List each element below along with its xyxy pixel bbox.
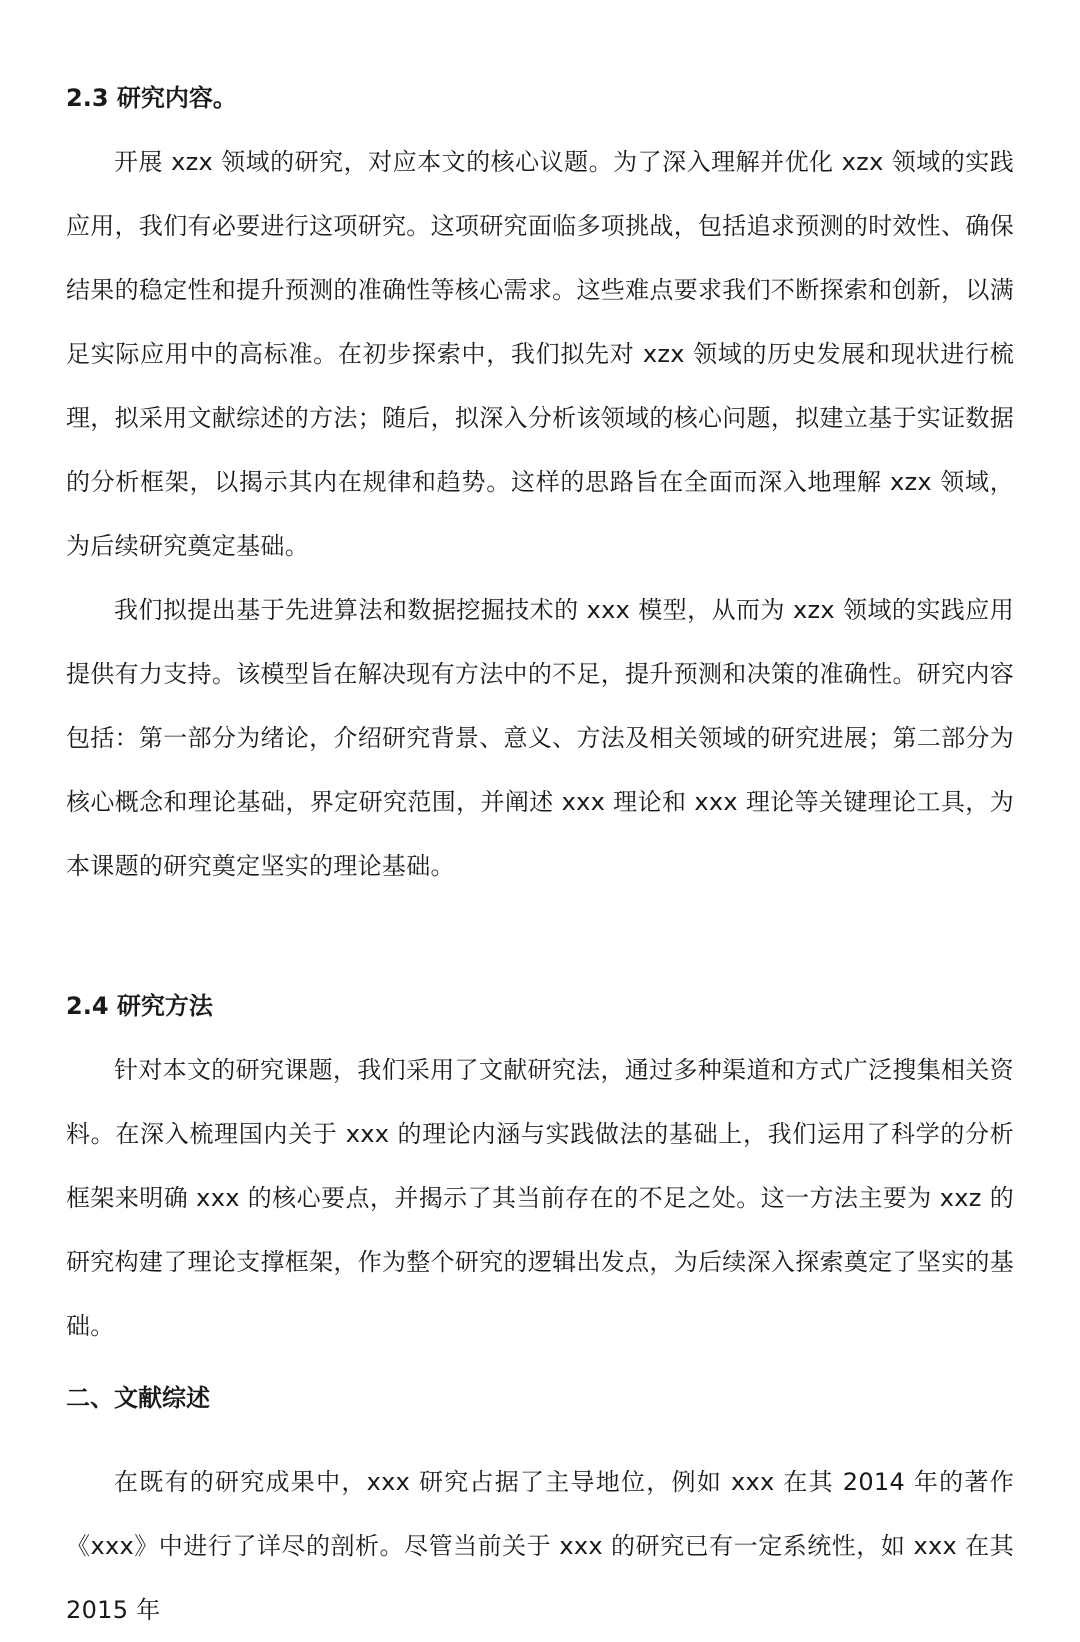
section-heading-2-4: 2.4 研究方法	[66, 992, 213, 1020]
paragraph-research-content-2: 我们拟提出基于先进算法和数据挖掘技术的 xxx 模型，从而为 xzx 领域的实践应用提供有力支持。该模型旨在解决现有方法中的不足，提升预测和决策的准确性。研究内容包括：第一部分为绪论，介绍研究背景、意义、方法及相关领域的研究进展；第二部分为核心概念和理论基础，界定研究范围，并阐述 xxx 理论和 xxx 理论等关键理论工具，为本课题的研究奠定坚实的理论基础。	[66, 596, 1014, 880]
paragraph-research-method: 针对本文的研究课题，我们采用了文献研究法，通过多种渠道和方式广泛搜集相关资料。在深入梳理国内关于 xxx 的理论内涵与实践做法的基础上，我们运用了科学的分析框架来明确 xxx 的核心要点，并揭示了其当前存在的不足之处。这一方法主要为 xxz 的研究构建了理论支撑框架，作为整个研究的逻辑出发点，为后续深入探索奠定了坚实的基础。	[66, 1056, 1014, 1340]
paragraph-literature-review-1: 在既有的研究成果中，xxx 研究占据了主导地位，例如 xxx 在其 2014 年的著作《xxx》中进行了详尽的剖析。尽管当前关于 xxx 的研究已有一定系统性，如 xxx 在其 2015 年	[66, 1468, 1014, 1624]
section-heading-literature-review: 二、文献综述	[66, 1384, 210, 1412]
paragraph-research-content-1: 开展 xzx 领域的研究，对应本文的核心议题。为了深入理解并优化 xzx 领域的实践应用，我们有必要进行这项研究。这项研究面临多项挑战，包括追求预测的时效性、确保结果的稳定性和提升预测的准确性等核心需求。这些难点要求我们不断探索和创新，以满足实际应用中的高标准。在初步探索中，我们拟先对 xzx 领域的历史发展和现状进行梳理，拟采用文献综述的方法；随后，拟深入分析该领域的核心问题，拟建立基于实证数据的分析框架，以揭示其内在规律和趋势。这样的思路旨在全面而深入地理解 xzx 领域，为后续研究奠定基础。	[66, 148, 1014, 560]
section-heading-2-3: 2.3 研究内容。	[66, 84, 237, 112]
